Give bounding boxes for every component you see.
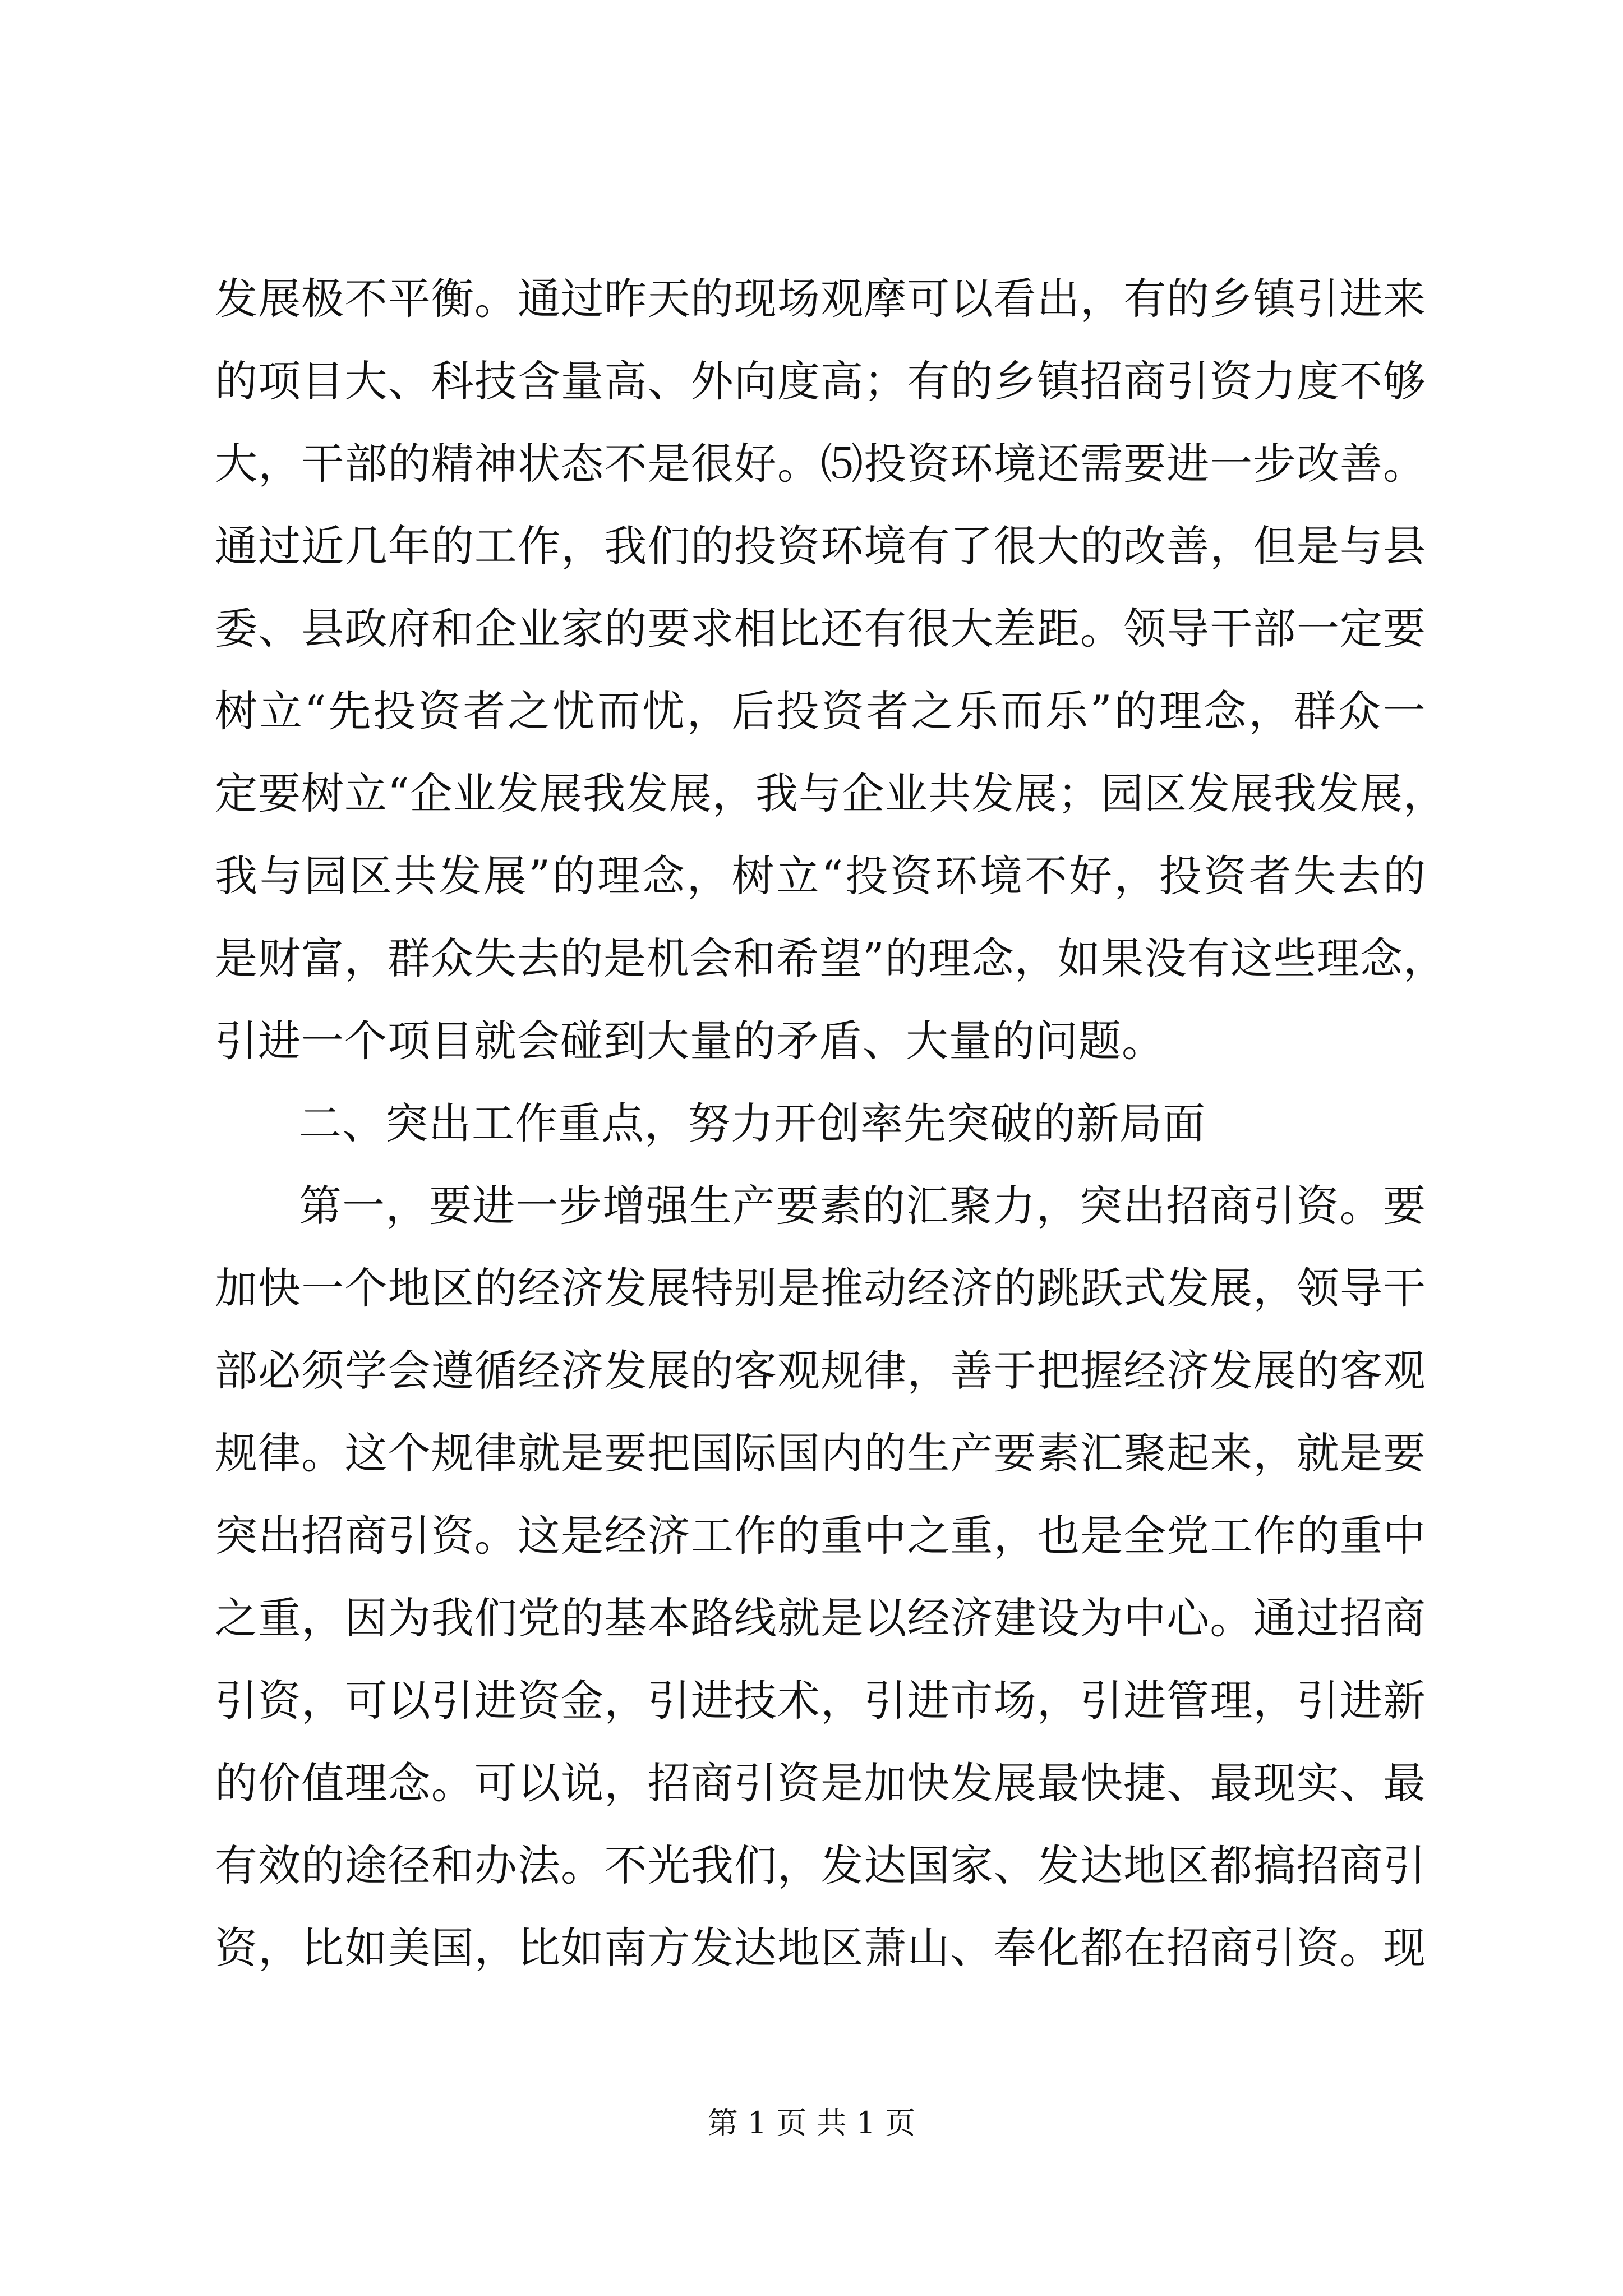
page-number-footer: 第 1 页 共 1 页 [707, 2105, 916, 2141]
text-line: 的项目大、科技含量高、外向度高；有的乡镇招商引资力度不够 [215, 356, 1426, 406]
text-line: 部必须学会遵循经济发展的客观规律，善于把握经济发展的客观 [215, 1346, 1426, 1396]
text-line: 突出招商引资。这是经济工作的重中之重，也是全党工作的重中 [215, 1511, 1426, 1561]
text-line: 引资，可以引进资金，引进技术，引进市场，引进管理，引进新 [215, 1676, 1426, 1726]
text-line: 引进一个项目就会碰到大量的矛盾、大量的问题。 [215, 1016, 1165, 1066]
section-heading: 二、突出工作重点，努力开创率先突破的新局面 [299, 1098, 1206, 1148]
text-line: 树立“先投资者之忧而忧，后投资者之乐而乐”的理念，群众一 [215, 686, 1426, 736]
text-line: 有效的途径和办法。不光我们，发达国家、发达地区都搞招商引 [215, 1841, 1426, 1890]
text-line: 大，干部的精神状态不是很好。⑸投资环境还需要进一步改善。 [215, 439, 1426, 489]
text-line: 规律。这个规律就是要把国际国内的生产要素汇聚起来，就是要 [215, 1428, 1426, 1478]
text-line: 发展极不平衡。通过昨天的现场观摩可以看出，有的乡镇引进来 [215, 274, 1426, 324]
text-line: 第一，要进一步增强生产要素的汇聚力，突出招商引资。要 [299, 1181, 1426, 1231]
text-line: 之重，因为我们党的基本路线就是以经济建设为中心。通过招商 [215, 1593, 1426, 1643]
text-line: 资，比如美国，比如南方发达地区萧山、奉化都在招商引资。现 [215, 1923, 1426, 1973]
text-line: 定要树立“企业发展我发展，我与企业共发展；园区发展我发展， [215, 769, 1446, 818]
text-line: 我与园区共发展”的理念，树立“投资环境不好，投资者失去的 [215, 851, 1426, 901]
text-line: 是财富，群众失去的是机会和希望”的理念，如果没有这些理念， [215, 933, 1446, 983]
text-line: 加快一个地区的经济发展特别是推动经济的跳跃式发展，领导干 [215, 1263, 1426, 1313]
text-line: 通过近几年的工作，我们的投资环境有了很大的改善，但是与县 [215, 521, 1426, 571]
text-line: 的价值理念。可以说，招商引资是加快发展最快捷、最现实、最 [215, 1758, 1426, 1808]
text-line: 委、县政府和企业家的要求相比还有很大差距。领导干部一定要 [215, 604, 1426, 654]
